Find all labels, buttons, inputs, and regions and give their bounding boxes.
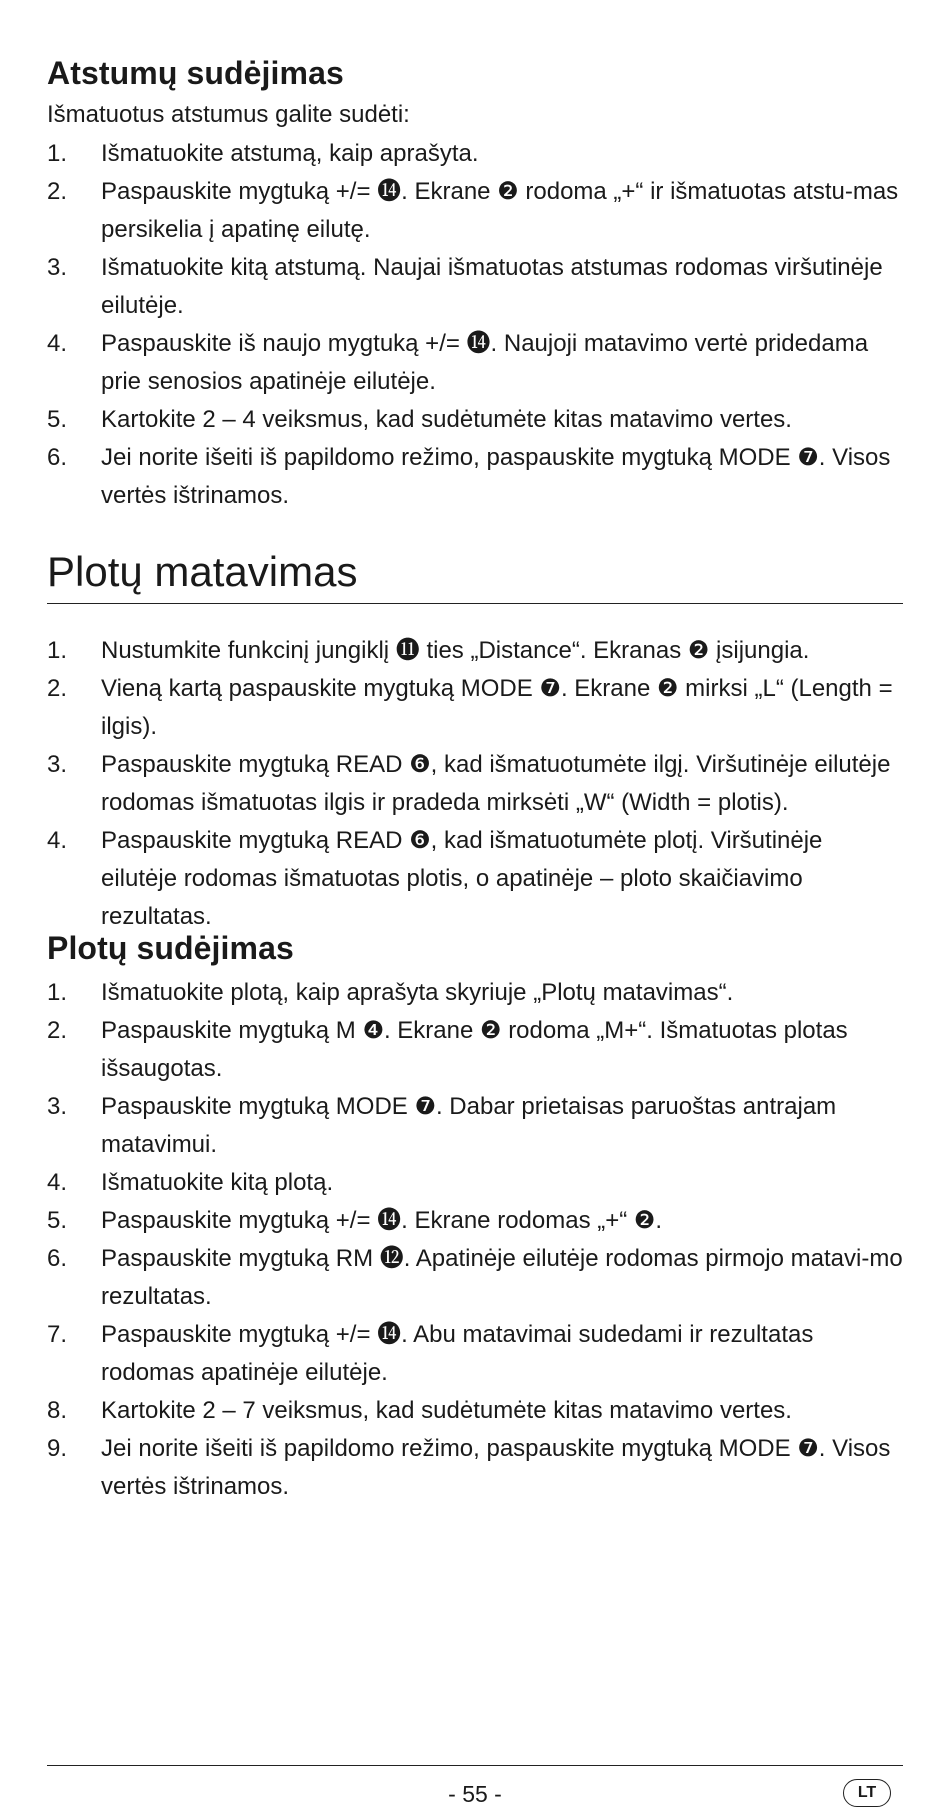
list-item: 1. Išmatuokite plotą, kaip aprašyta skyriuje „Plotų matavimas“. [47,979,734,1006]
list-item: 6. Paspauskite mygtuką RM ⓬. Apatinėje eilutėje rodomas pirmojo matavi-mo rezultatas. [47,1245,903,1310]
list-item: 4. Išmatuokite kitą plotą. [47,1169,334,1196]
list-item: 7. Paspauskite mygtuką +/= ⓮. Abu matavimai sudedami ir rezultatas rodomas apatinėje eilutėje. [47,1321,814,1386]
list-item: 4. Paspauskite mygtuką READ ❻, kad išmatuotumėte plotį. Viršutinėje eilutėje rodomas išmatuotas plotis, o apatinėje – ploto skaičiavimo rezultatas. [47,827,823,930]
section-intro: Išmatuotus atstumus galite sudėti: [47,101,410,128]
section-title-adding-distances: Atstumų sudėjimas [47,55,344,91]
list-item: 3. Paspauskite mygtuką READ ❻, kad išmatuotumėte ilgį. Viršutinėje eilutėje rodomas išmatuotas ilgis ir pradeda mirksėti „W“ (Width = plotis). [47,751,891,816]
footer-divider [47,1765,903,1766]
list-item: 1. Nustumkite funkcinį jungiklį ⓫ ties „Distance“. Ekranas ❷ įsijungia. [47,637,810,664]
section-title-adding-areas: Plotų sudėjimas [47,930,294,966]
section-divider [47,603,903,604]
list-item: 6. Jei norite išeiti iš papildomo režimo, paspauskite mygtuką MODE ❼. Visos vertės ištrinamos. [47,444,891,509]
steps-list-adding-distances [47,135,903,515]
steps-list-adding-areas [47,974,903,1506]
list-item: 5. Paspauskite mygtuką +/= ⓮. Ekrane rodomas „+“ ❷. [47,1207,663,1234]
list-item: 2. Vieną kartą paspauskite mygtuką MODE ❼. Ekrane ❷ mirksi „L“ (Length = ilgis). [47,675,893,740]
list-item: 8. Kartokite 2 – 7 veiksmus, kad sudėtumėte kitas matavimo vertes. [47,1397,792,1424]
language-badge: LT [843,1779,891,1807]
list-item: 3. Išmatuokite kitą atstumą. Naujai išmatuotas atstumas rodomas viršutinėje eilutėje. [47,254,883,319]
list-item: 1. Išmatuokite atstumą, kaip aprašyta. [47,140,479,167]
list-item: 5. Kartokite 2 – 4 veiksmus, kad sudėtumėte kitas matavimo vertes. [47,406,792,433]
list-item: 2. Paspauskite mygtuką M ❹. Ekrane ❷ rodoma „M+“. Išmatuotas plotas išsaugotas. [47,1017,848,1082]
steps-list-area-measurement [47,632,903,936]
page-number: - 55 - [448,1781,502,1807]
manual-page [47,0,903,1814]
list-item: 2. Paspauskite mygtuką +/= ⓮. Ekrane ❷ rodoma „+“ ir išmatuotas atstu-mas persikelia į apatinę eilutę. [47,178,899,243]
section-title-area-measurement: Plotų matavimas [47,548,358,595]
list-item: 3. Paspauskite mygtuką MODE ❼. Dabar prietaisas paruoštas antrajam matavimui. [47,1093,837,1158]
list-item: 9. Jei norite išeiti iš papildomo režimo, paspauskite mygtuką MODE ❼. Visos vertės ištrinamos. [47,1435,891,1500]
list-item: 4. Paspauskite iš naujo mygtuką +/= ⓮. Naujoji matavimo vertė pridedama prie senosios apatinėje eilutėje. [47,330,869,395]
